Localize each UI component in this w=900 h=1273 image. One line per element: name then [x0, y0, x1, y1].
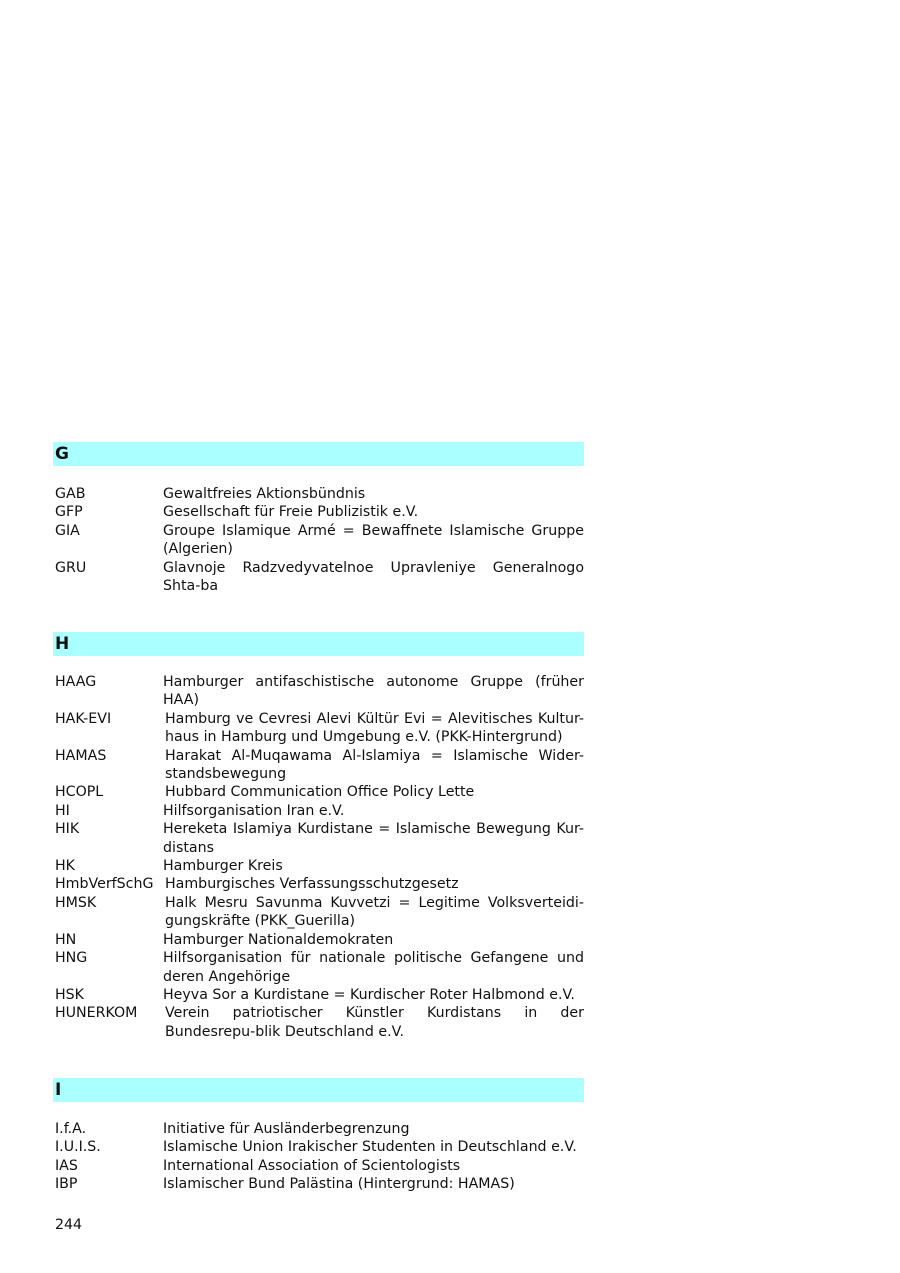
- definition: Harakat Al-Muqawama Al-Islamiya = Islamische Wider-standsbewegung: [165, 747, 584, 783]
- abbreviation: IAS: [55, 1157, 78, 1174]
- list-item: [53, 894, 584, 931]
- abbreviation: IBP: [55, 1176, 78, 1193]
- section-letter: H: [55, 634, 70, 654]
- section-letter: G: [55, 444, 69, 464]
- list-item: [53, 949, 584, 986]
- definition: International Association of Scientologists: [163, 1157, 461, 1174]
- section-header-bar: [53, 632, 584, 656]
- abbreviation: HMSK: [55, 894, 97, 911]
- abbreviation: HNG: [55, 950, 88, 967]
- list-item: [53, 875, 584, 893]
- section-h: [53, 632, 584, 1040]
- definition: Hilfsorganisation für nationale politische Gefangene und deren Angehörige: [163, 950, 584, 985]
- list-item: [53, 1120, 584, 1138]
- abbreviation: GAB: [55, 486, 86, 502]
- list-item: [53, 931, 584, 949]
- abbreviation: HCOPL: [55, 784, 104, 801]
- abbreviation: GFP: [55, 504, 83, 521]
- abbreviation: I.f.A.: [55, 1121, 87, 1137]
- definition: Halk Mesru Savunma Kuvvetzi = Legitime Volksverteidi-gungskräfte (PKK_Guerilla): [165, 894, 584, 930]
- definition: Hamburgisches Verfassungsschutzgesetz: [165, 876, 459, 893]
- definition: Hereketa Islamiya Kurdistane = Islamische Bewegung Kur-distans: [163, 821, 584, 856]
- definition: Hamburger antifaschistische autonome Gruppe (früher HAA): [163, 674, 584, 709]
- abbreviation: HI: [55, 802, 70, 819]
- definition: Glavnoje Radzvedyvatelnoe Upravleniye Generalnogo Shta-ba: [163, 559, 584, 595]
- abbreviation: HmbVerfSchG: [55, 876, 154, 893]
- definition: Groupe Islamique Armé = Bewaffnete Islamische Gruppe (Algerien): [163, 522, 584, 558]
- abbreviation: I.U.I.S.: [55, 1139, 101, 1156]
- abbreviation-list: [53, 485, 584, 595]
- abbreviation: GRU: [55, 559, 87, 576]
- abbreviation-list: [53, 673, 584, 1041]
- definition: Hilfsorganisation Iran e.V.: [163, 802, 345, 819]
- list-item: [53, 820, 584, 857]
- abbreviation: GIA: [55, 522, 80, 539]
- definition: Gesellschaft für Freie Publizistik e.V.: [163, 504, 419, 521]
- list-item: [53, 747, 584, 784]
- definition: Initiative für Ausländerbegrenzung: [163, 1121, 410, 1137]
- abbreviation-list: [53, 1120, 584, 1194]
- list-item: [53, 1138, 584, 1156]
- list-item: [53, 1004, 584, 1041]
- definition: Hubbard Communication Office Policy Lette: [165, 784, 475, 801]
- abbreviation: HAMAS: [55, 747, 107, 764]
- definition: Islamischer Bund Palästina (Hintergrund: HAMAS): [163, 1176, 515, 1193]
- definition: Hamburger Kreis: [163, 858, 283, 875]
- abbreviation: HN: [55, 931, 77, 948]
- abbreviation: HUNERKOM: [55, 1005, 138, 1022]
- list-item: [53, 522, 584, 559]
- abbreviation: HSK: [55, 986, 84, 1003]
- abbreviation: HAAG: [55, 674, 97, 690]
- abbreviation: HAK-EVI: [55, 710, 112, 727]
- list-item: [53, 1157, 584, 1175]
- list-item: [53, 485, 584, 503]
- page-number: 244: [55, 1217, 83, 1233]
- section-g: [53, 442, 584, 595]
- list-item: [53, 503, 584, 521]
- list-item: [53, 710, 584, 747]
- definition: Hamburg ve Cevresi Alevi Kültür Evi = Alevitisches Kultur-haus in Hamburg und Umgebung e.V. (PKK-Hintergrund): [165, 710, 584, 746]
- list-item: [53, 673, 584, 710]
- definition: Islamische Union Irakischer Studenten in Deutschland e.V.: [163, 1139, 577, 1156]
- list-item: [53, 986, 584, 1004]
- section-letter: I: [55, 1080, 62, 1100]
- list-item: [53, 802, 584, 820]
- definition: Hamburger Nationaldemokraten: [163, 931, 394, 948]
- list-item: [53, 857, 584, 875]
- list-item: [53, 1175, 584, 1193]
- section-i: [53, 1078, 584, 1193]
- definition: Heyva Sor a Kurdistane = Kurdischer Roter Halbmond e.V.: [163, 986, 575, 1003]
- abbreviation: HIK: [55, 821, 80, 838]
- definition: Verein patriotischer Künstler Kurdistans in der Bundesrepu-blik Deutschland e.V.: [165, 1005, 584, 1040]
- list-item: [53, 559, 584, 596]
- list-item: [53, 783, 584, 801]
- definition: Gewaltfreies Aktionsbündnis: [163, 486, 366, 502]
- section-header-bar: [53, 1078, 584, 1102]
- abbreviation: HK: [55, 858, 75, 875]
- section-header-bar: [53, 442, 584, 466]
